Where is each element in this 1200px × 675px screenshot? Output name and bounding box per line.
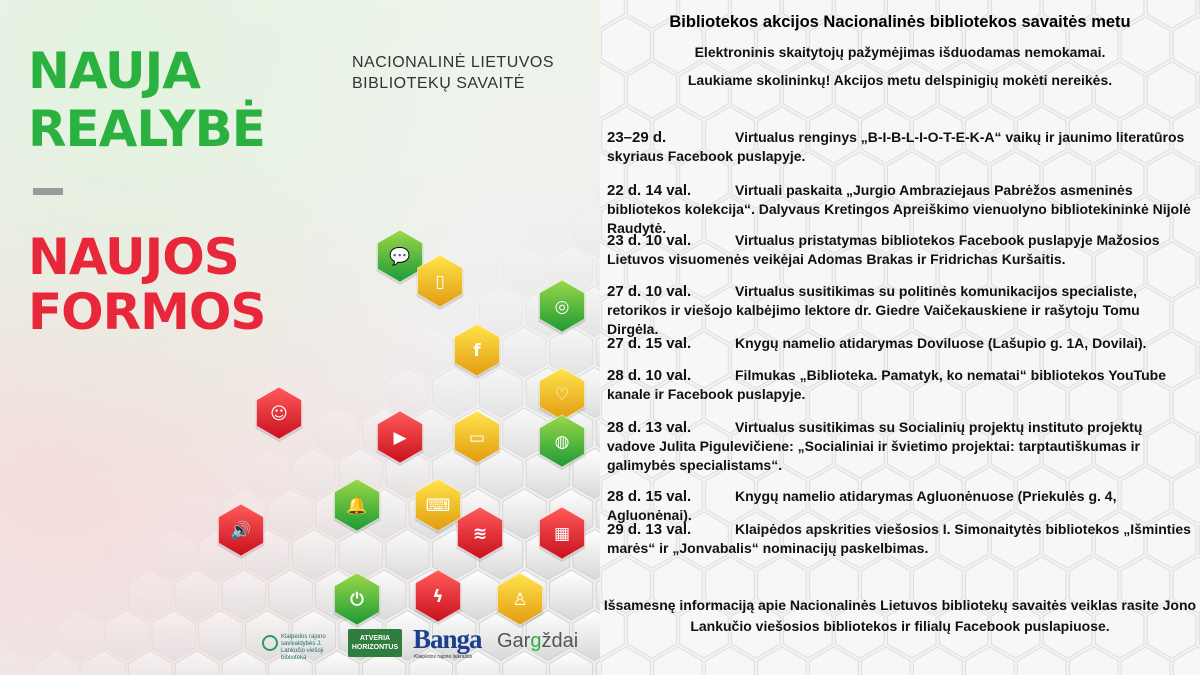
event-text: Knygų namelio atidarymas Agluonėnuose (Priekulės g. 4, Agluonėnai). bbox=[607, 488, 1117, 523]
horizons-logo-line-1: ATVERIA bbox=[359, 635, 391, 642]
svg-text:▯: ▯ bbox=[435, 272, 445, 292]
svg-text:▶: ▶ bbox=[393, 428, 407, 448]
event-item bbox=[607, 181, 1193, 238]
title-line-4: FORMOS bbox=[28, 283, 266, 341]
hexagon-tile bbox=[409, 327, 452, 377]
events-panel bbox=[600, 0, 1200, 675]
poster-subtitle bbox=[352, 52, 554, 94]
hexagon-tile bbox=[152, 611, 195, 661]
event-text: Virtualus susitikimas su Socialinių projektų instituto projektų vadove Julita Pigulevičiene: „Socialiniai ir švietimo projektai: tarptautiškumas ir galimybės specialistams“. bbox=[607, 419, 1143, 473]
gargzdai-logo-prefix: Gar bbox=[497, 630, 531, 652]
event-text: Virtualus renginys „B-I-B-L-I-O-T-E-K-A“ vaikų ir jaunimo literatūros skyriaus Facebook puslapyje. bbox=[607, 129, 1185, 164]
hexagon-tile bbox=[339, 530, 382, 580]
hexagon-tile bbox=[199, 611, 242, 661]
title-line-2: REALYBĖ bbox=[28, 100, 265, 158]
event-date: 28 d. 10 val. bbox=[607, 367, 692, 384]
event-date: 22 d. 14 val. bbox=[607, 182, 692, 199]
hexagon-tile bbox=[292, 449, 335, 499]
gargzdai-logo-mid: g bbox=[530, 630, 542, 652]
event-item bbox=[607, 334, 1193, 353]
outro-text: Išsamesnę informaciją apie Nacionalinės Lietuvos bibliotekų savaitės veiklas rasite Jono Lankučio viešosios bibliotekos ir filialų Facebook puslapiuose. bbox=[603, 597, 1197, 634]
background-hexagon bbox=[680, 62, 729, 118]
svg-text:⏻: ⏻ bbox=[350, 590, 364, 610]
event-text: Virtualus susitikimas su politinės komunikacijos specialiste, retorikos ir viešojo kalbėjimo lektore dr. Giedre Vaičekauskiene ir rašytoju Tomu Dirgėla. bbox=[607, 283, 1140, 337]
background-hexagon bbox=[1147, 62, 1196, 118]
subtitle-line-1: NACIONALINĖ LIETUVOS bbox=[352, 54, 555, 71]
library-logo-text: Klaipėdos rajono savivaldybės J. Lankučio viešoji biblioteka bbox=[281, 634, 326, 661]
event-date: 29 d. 13 val. bbox=[607, 521, 692, 538]
svg-text:▭: ▭ bbox=[468, 428, 486, 448]
svg-text:ϟ: ϟ bbox=[432, 587, 444, 607]
hexagon-tile bbox=[503, 246, 546, 296]
event-item bbox=[607, 128, 1193, 166]
library-logo bbox=[262, 630, 340, 661]
title-line-1: NAUJA bbox=[28, 42, 200, 100]
svg-text:💬: 💬 bbox=[389, 247, 411, 267]
event-date: 28 d. 15 val. bbox=[607, 488, 692, 505]
svg-text:◍: ◍ bbox=[554, 432, 570, 452]
background-hexagon bbox=[836, 62, 885, 118]
background-hexagon bbox=[991, 62, 1040, 118]
event-text: Filmukas „Biblioteka. Pamatyk, ko nematai“ bibliotekos YouTube kanale ir Facebook puslapyje. bbox=[607, 367, 1166, 402]
event-item bbox=[607, 418, 1193, 475]
background-hexagon bbox=[888, 62, 937, 118]
hexagon-tile bbox=[175, 489, 218, 539]
svg-text:≋: ≋ bbox=[472, 524, 488, 544]
hexagon-tile bbox=[339, 368, 382, 418]
hexagon-tile bbox=[386, 368, 429, 418]
background-hexagon bbox=[940, 62, 989, 118]
horizons-logo bbox=[348, 629, 402, 657]
hexagon-tile bbox=[82, 570, 125, 620]
gargzdai-logo bbox=[497, 630, 578, 653]
svg-text:◎: ◎ bbox=[554, 297, 570, 317]
intro-line-2: Laukiame skolininkų! Akcijos metu delspinigių mokėti nereikės. bbox=[687, 72, 1113, 88]
hexagon-tile bbox=[479, 368, 522, 418]
hexagon-tile bbox=[503, 327, 546, 377]
hexagon-tile bbox=[105, 530, 148, 580]
background-hexagon bbox=[1043, 62, 1092, 118]
hexagon-tile bbox=[222, 570, 265, 620]
svg-text:🔊: 🔊 bbox=[230, 521, 252, 541]
event-item bbox=[607, 366, 1193, 404]
hexagon-tile bbox=[129, 570, 172, 620]
event-date: 27 d. 10 val. bbox=[607, 283, 692, 300]
event-item bbox=[607, 282, 1193, 339]
hexagon-tile bbox=[550, 327, 593, 377]
svg-text:▦: ▦ bbox=[553, 524, 571, 544]
title-line-3: NAUJOS bbox=[28, 228, 239, 286]
hexagon-tile bbox=[526, 206, 569, 256]
hexagon-tile bbox=[363, 327, 406, 377]
horizons-logo-line-2: HORIZONTUS bbox=[351, 644, 399, 651]
hexagon-tile bbox=[573, 206, 600, 256]
hexagon-tile bbox=[386, 530, 429, 580]
chat-icon bbox=[377, 230, 424, 285]
hexagon-tile bbox=[316, 408, 359, 458]
svg-text:⌨: ⌨ bbox=[425, 496, 451, 516]
svg-text:☺: ☺ bbox=[270, 404, 288, 424]
hexagon-tile bbox=[105, 611, 148, 661]
background-hexagon bbox=[1095, 62, 1144, 118]
event-date: 23–29 d. bbox=[607, 129, 667, 146]
panel-title: Bibliotekos akcijos Nacionalinės bibliotekos savaitės metu bbox=[669, 13, 1131, 31]
background-hexagon bbox=[628, 62, 677, 118]
gargzdai-logo-suffix: ždai bbox=[541, 630, 579, 652]
svg-text:🔔: 🔔 bbox=[346, 496, 368, 516]
event-date: 23 d. 10 val. bbox=[607, 232, 692, 249]
intro-line-1: Elektroninis skaitytojų pažymėjimas išduodamas nemokamai. bbox=[694, 44, 1106, 60]
hexagon-tile bbox=[433, 368, 476, 418]
svg-text:♡: ♡ bbox=[554, 385, 570, 405]
divider bbox=[33, 188, 63, 195]
svg-text:♙: ♙ bbox=[512, 590, 528, 610]
event-text: Knygų namelio atidarymas Doviluose (Lašupio g. 1A, Dovilai). bbox=[735, 335, 1147, 351]
hexagon-tile bbox=[269, 489, 312, 539]
hexagon-tile bbox=[12, 611, 55, 661]
hexagon-tile bbox=[175, 570, 218, 620]
event-text: Virtualus pristatymas bibliotekos Facebook puslapyje Mažosios Lietuvos visuomenės veikėjai Adomas Brakas ir Fridrichas Kuršaitis. bbox=[607, 232, 1160, 267]
banga-logo: Banga bbox=[413, 624, 482, 654]
hexagon-tile bbox=[152, 530, 195, 580]
event-text: Klaipėdos apskrities viešosios I. Simonaitytės bibliotekos „Išminties marės“ ir „Jonvabalis“ nominacijų paskelbimas. bbox=[607, 521, 1191, 556]
hexagon-tile bbox=[269, 570, 312, 620]
hexagon-tile bbox=[292, 530, 335, 580]
event-item bbox=[607, 520, 1193, 558]
background-hexagon bbox=[732, 62, 781, 118]
event-date: 28 d. 13 val. bbox=[607, 419, 692, 436]
subtitle-line-2: BIBLIOTEKŲ SAVAITĖ bbox=[352, 75, 525, 92]
event-text: Virtuali paskaita „Jurgio Ambraziejaus Pabrėžos asmeninės bibliotekos kolekcija“. Dalyvaus Kretingos Apreiškimo vienuolyno bibliotekininkė Nijolė Raudytė. bbox=[607, 182, 1191, 236]
banga-logo-subtitle: Klaipėdos rajono laikraštis bbox=[414, 654, 473, 660]
event-date: 27 d. 15 val. bbox=[607, 335, 692, 352]
event-item bbox=[607, 231, 1193, 269]
hexagon-tile bbox=[246, 449, 289, 499]
svg-text:f: f bbox=[473, 341, 481, 361]
library-logo-icon bbox=[262, 635, 278, 651]
background-hexagon bbox=[784, 62, 833, 118]
hexagon-tile bbox=[456, 570, 499, 620]
hexagon-tile bbox=[59, 611, 102, 661]
hexagon-tile bbox=[550, 570, 593, 620]
